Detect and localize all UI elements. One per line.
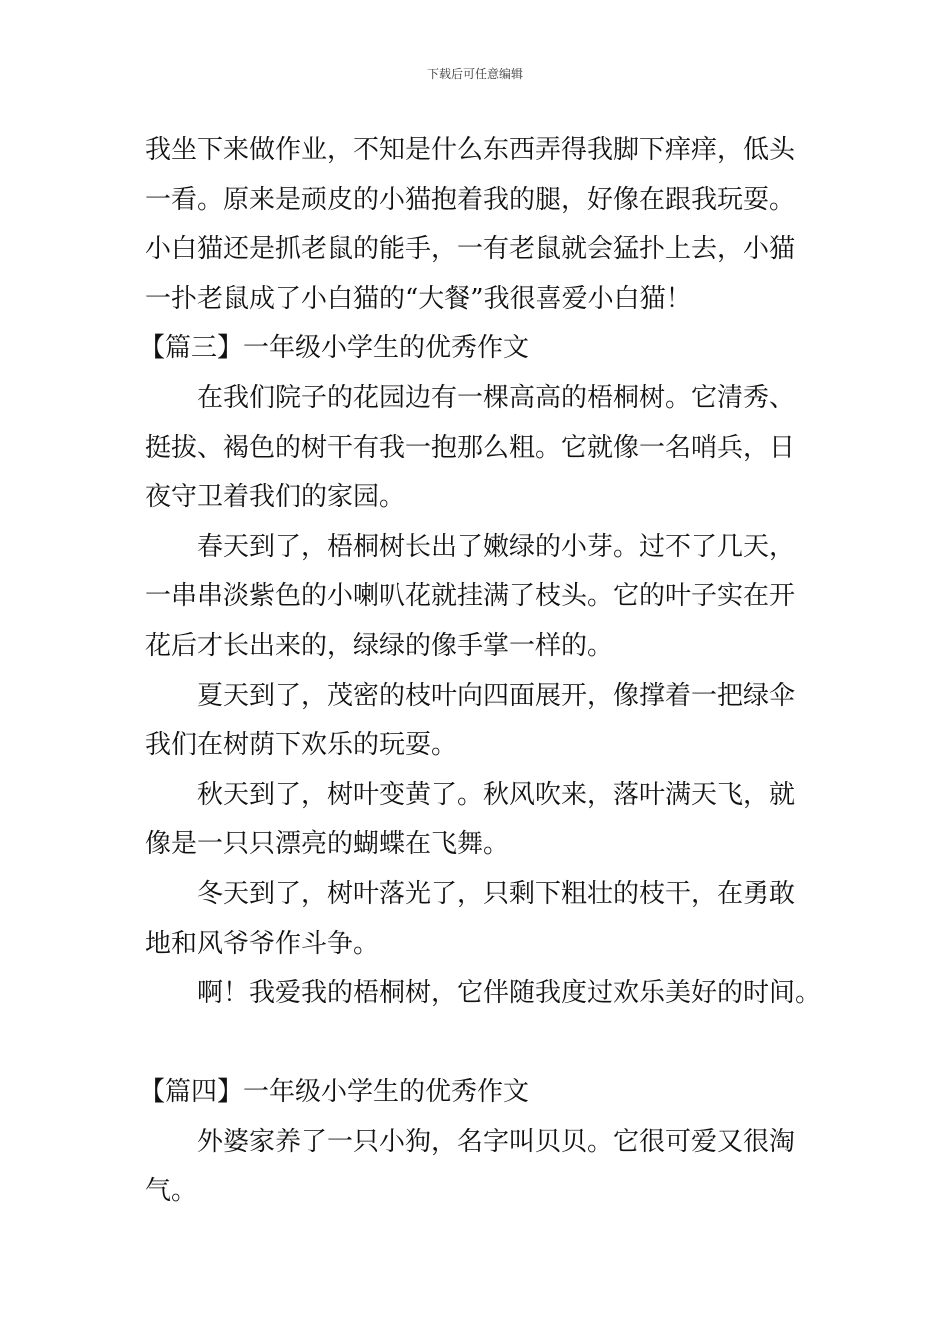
document-body — [139, 126, 822, 1217]
page-header: 下载后可任意编辑 — [426, 67, 523, 81]
text-line: 一串串淡紫色的小喇叭花就挂满了枝头。它的叶子实在开 — [145, 581, 796, 612]
text-line: 气。 — [145, 1176, 198, 1207]
section-heading-4: 【篇四】一年级小学生的优秀作文 — [139, 1077, 530, 1108]
text-line: 挺拔、褐色的树干有我一抱那么粗。它就像一名哨兵，日 — [145, 432, 796, 463]
text-line: 冬天到了，树叶落光了，只剩下粗壮的枝干，在勇敢 — [197, 878, 796, 909]
text-line: 夏天到了，茂密的枝叶向四面展开，像撑着一把绿伞 — [197, 680, 796, 711]
text-line: 我们在树荫下欢乐的玩耍。 — [145, 730, 458, 761]
text-line: 一扑老鼠成了小白猫的“大餐”我很喜爱小白猫！ — [145, 283, 692, 314]
text-line: 外婆家养了一只小狗，名字叫贝贝。它很可爱又很淘 — [197, 1126, 796, 1157]
text-line: 春天到了，梧桐树长出了嫩绿的小芽。过不了几天， — [197, 531, 796, 562]
text-line: 秋天到了，树叶变黄了。秋风吹来，落叶满天飞，就 — [197, 779, 796, 810]
text-line: 我坐下来做作业，不知是什么东西弄得我脚下痒痒，低头 — [145, 135, 796, 165]
text-line: 一看。原来是顽皮的小猫抱着我的腿，好像在跟我玩耍。 — [145, 184, 796, 215]
text-line: 地和风爷爷作斗争。 — [145, 928, 380, 959]
text-line: 像是一只只漂亮的蝴蝶在飞舞。 — [145, 829, 510, 860]
text-line: 在我们院子的花园边有一棵高高的梧桐树。它清秀、 — [197, 382, 796, 413]
section-heading-3: 【篇三】一年级小学生的优秀作文 — [139, 333, 530, 364]
text-line: 夜守卫着我们的家园。 — [145, 482, 406, 513]
blank-line — [145, 1019, 807, 1069]
text-line: 小白猫还是抓老鼠的能手，一有老鼠就会猛扑上去，小猫 — [145, 234, 796, 265]
text-line: 啊！我爱我的梧桐树，它伴随我度过欢乐美好的时间。 — [197, 978, 822, 1009]
text-line: 花后才长出来的，绿绿的像手掌一样的。 — [145, 630, 614, 661]
